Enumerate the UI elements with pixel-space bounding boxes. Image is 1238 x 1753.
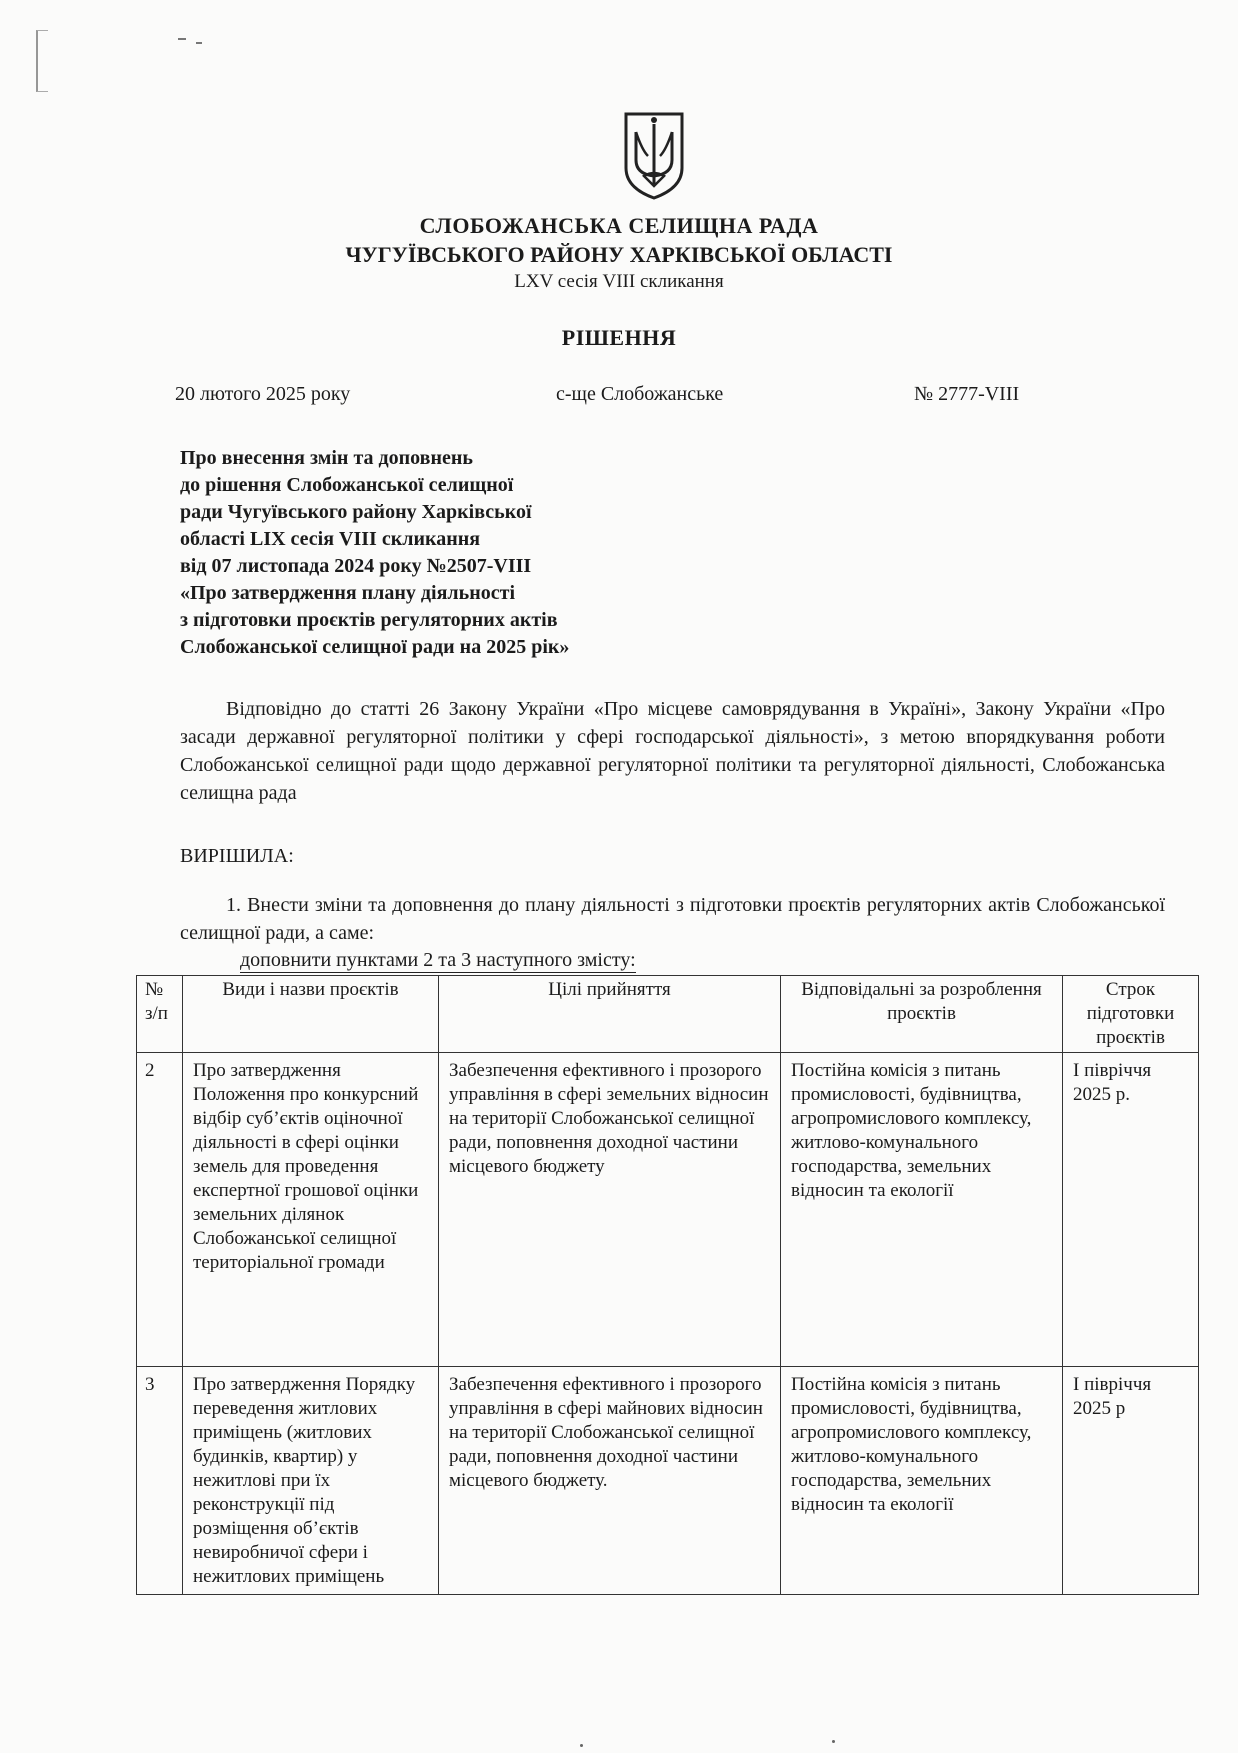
subject-line: «Про затвердження плану діяльності (180, 582, 515, 604)
item-1-subtext: доповнити пунктами 2 та 3 наступного змісту: (240, 949, 636, 971)
scan-artifact (196, 42, 202, 44)
project-responsible: Постійна комісія з питань промисловості, будівництва, агропромислового комплексу, житлово-комунального господарства, земельних відносин та екології (781, 1053, 1063, 1367)
scan-artifact (580, 1744, 583, 1747)
subject-line: від 07 листопада 2024 року №2507-VIII (180, 555, 532, 577)
column-header-responsible: Відповідальні за розроблення проєктів (781, 976, 1063, 1053)
scan-artifact (36, 30, 48, 92)
decision-date: 20 лютого 2025 року (175, 383, 351, 405)
row-num: 2 (137, 1053, 183, 1367)
project-term: І півріччя 2025 р (1063, 1367, 1199, 1595)
item-1-paragraph: 1. Внести зміни та доповнення до плану діяльності з підготовки проєктів регуляторних актів Слобожанської селищної ради, а саме: (180, 894, 1165, 944)
table-header-row (137, 976, 1199, 1053)
decision-subject (180, 445, 569, 661)
column-header-name: Види і назви проєктів (183, 976, 439, 1053)
project-goal: Забезпечення ефективного і прозорого управління в сфері майнових відносин на території Слобожанської селищної ради, поповнення доходної частини місцевого бюджету. (439, 1367, 781, 1595)
column-header-num: № з/п (137, 976, 183, 1053)
document-type: РІШЕННЯ (561, 325, 677, 350)
column-header-goal: Цілі прийняття (439, 976, 781, 1053)
scan-artifact (832, 1740, 835, 1743)
session-label: LXV сесія VIII скликання (514, 271, 724, 292)
preamble-paragraph: Відповідно до статті 26 Закону України «Про місцеве самоврядування в Україні», Закону України «Про засади державної регуляторної політики у сфері господарської діяльності», з метою впорядкування роботи Слобожанської селищної ради щодо державної регуляторної політики та регуляторної діяльності, Слобожанська селищна рада (180, 698, 1165, 804)
project-name: Про затвердження Порядку переведення житлових приміщень (житлових будинків, квартир) у нежитлові при їх реконструкції під розміщення об’єктів невиробничої сфери і нежитлових приміщень (183, 1367, 439, 1595)
district-name: ЧУГУЇВСЬКОГО РАЙОНУ ХАРКІВСЬКОЇ ОБЛАСТІ (345, 242, 893, 267)
subject-line: області LIX сесія VIII скликання (180, 528, 481, 550)
column-header-term: Строк підготовки проєктів (1063, 976, 1199, 1053)
project-responsible: Постійна комісія з питань промисловості, будівництва, агропромислового комплексу, житлово-комунального господарства, земельних відносин та екології (781, 1367, 1063, 1595)
subject-line: ради Чугуївського району Харківської (180, 501, 532, 523)
table-row (137, 1367, 1199, 1595)
row-num: 3 (137, 1367, 183, 1595)
subject-line: Слобожанської селищної ради на 2025 рік» (180, 636, 570, 658)
project-term: І півріччя 2025 р. (1063, 1053, 1199, 1367)
project-goal: Забезпечення ефективного і прозорого управління в сфері земельних відносин на території Слобожанської селищної ради, поповнення доходної частини місцевого бюджету (439, 1053, 781, 1367)
subject-line: до рішення Слобожанської селищної (180, 474, 514, 496)
decision-number: № 2777-VIII (914, 383, 1020, 405)
council-name: СЛОБОЖАНСЬКА СЕЛИЩНА РАДА (419, 213, 819, 238)
scan-artifact (178, 38, 186, 40)
regulatory-plan-table (136, 975, 1199, 1595)
subject-line: з підготовки проєктів регуляторних актів (180, 609, 558, 631)
coat-of-arms-icon (622, 110, 686, 200)
table-row (137, 1053, 1199, 1367)
decision-place: с-ще Слобожанське (556, 383, 724, 405)
subject-line: Про внесення змін та доповнень (180, 447, 473, 469)
resolved-heading: ВИРІШИЛА: (180, 845, 294, 867)
project-name: Про затвердження Положення про конкурсний відбір суб’єктів оціночної діяльності в сфері оцінки земель для проведення експертної грошової оцінки земельних ділянок Слобожанської селищної територіальної громади (183, 1053, 439, 1367)
